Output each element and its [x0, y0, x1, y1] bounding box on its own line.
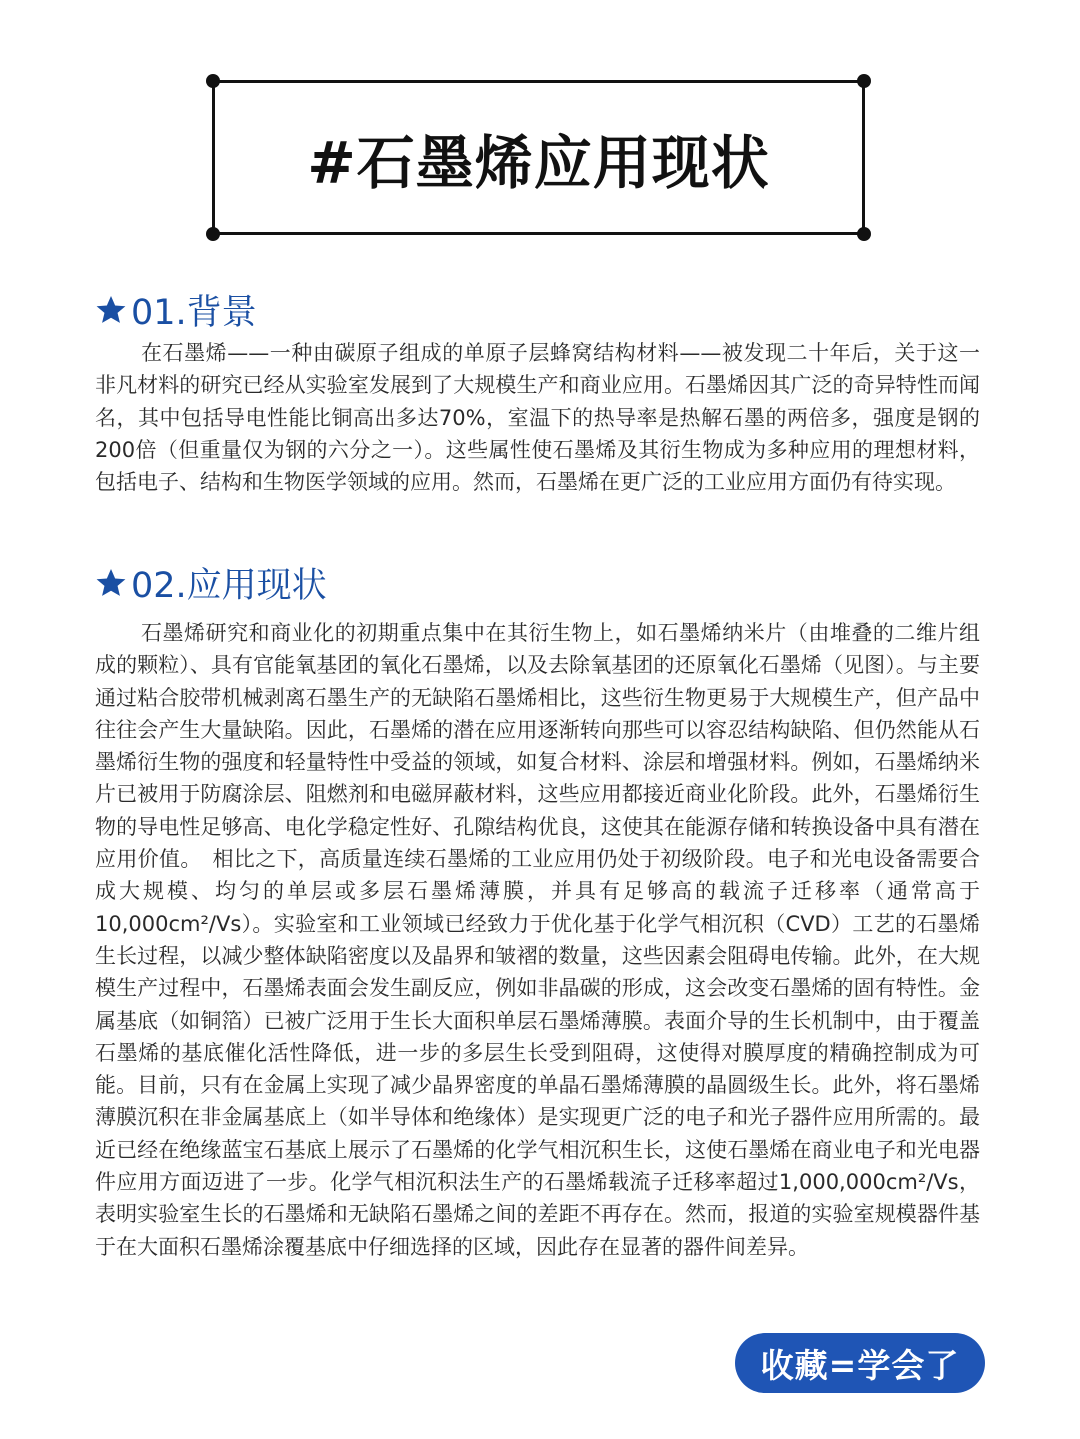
frame-corner-dot — [206, 74, 220, 88]
page-title: #石墨烯应用现状 — [307, 128, 770, 197]
star-icon — [95, 567, 127, 599]
section-body-background: 在石墨烯——一种由碳原子组成的单原子层蜂窝结构材料——被发现二十年后，关于这一非凡材料的研究已经从实验室发展到了大规模生产和商业应用。石墨烯因其广泛的奇异特性而闻名，其中包括导电性能比铜高出多达70%，室温下的热导率是热解石墨的两倍多，强度是钢的200倍（但重量仅为钢的六分之一）。这些属性使石墨烯及其衍生物成为多种应用的理想材料，包括电子、结构和生物医学领域的应用。然而，石墨烯在更广泛的工业应用方面仍有待实现。 — [95, 341, 980, 495]
frame-corner-dot — [206, 227, 220, 241]
section-heading-text: 02.应用现状 — [131, 566, 327, 606]
save-learn-button[interactable]: 收藏=学会了 — [735, 1333, 985, 1393]
frame-corner-dot — [857, 227, 871, 241]
section-body-applications: 石墨烯研究和商业化的初期重点集中在其衍生物上，如石墨烯纳米片（由堆叠的二维片组成的颗粒）、具有官能氧基团的氧化石墨烯，以及去除氧基团的还原氧化石墨烯（见图）。与主要通过粘合胶带机械剥离石墨生产的无缺陷石墨烯相比，这些衍生物更易于大规模生产，但产品中往往会产生大量缺陷。因此，石墨烯的潜在应用逐渐转向那些可以容忍结构缺陷、但仍然能从石墨烯衍生物的强度和轻量特性中受益的领域，如复合材料、涂层和增强材料。例如，石墨烯纳米片已被用于防腐涂层、阻燃剂和电磁屏蔽材料，这些应用都接近商业化阶段。此外，石墨烯衍生物的导电性足够高、电化学稳定性好、孔隙结构优良，这使其在能源存储和转换设备中具有潜在应用价值。 相比之下，高质量连续石墨烯的工业应用仍处于初级阶段。电子和光电设备需要合成大规模、均匀的单层或多层石墨烯薄膜，并具有足够高的载流子迁移率（通常高于10,000cm²/Vs）。实验室和工业领域已经致力于优化基于化学气相沉积（CVD）工艺的石墨烯生长过程，以减少整体缺陷密度以及晶界和皱褶的数量，这些因素会阻碍电传输。此外，在大规模生产过程中，石墨烯表面会发生副反应，例如非晶碳的形成，这会改变石墨烯的固有特性。金属基底（如铜箔）已被广泛用于生长大面积单层石墨烯薄膜。表面介导的生长机制中，由于覆盖石墨烯的基底催化活性降低，进一步的多层生长受到阻碍，这使得对膜厚度的精确控制成为可能。目前，只有在金属上实现了减少晶界密度的单晶石墨烯薄膜的晶圆级生长。此外，将石墨烯薄膜沉积在非金属基底上（如半导体和绝缘体）是实现更广泛的电子和光子器件应用所需的。最近已经在绝缘蓝宝石基底上展示了石墨烯的化学气相沉积生长，这使石墨烯在商业电子和光电器件应用方面迈进了一步。化学气相沉积法生产的石墨烯载流子迁移率超过1,000,000cm²/Vs，表明实验室生长的石墨烯和无缺陷石墨烯之间的差距不再存在。然而，报道的实验室规模器件基于在大面积石墨烯涂覆基底中仔细选择的区域，因此存在显著的器件间差异。 — [95, 621, 980, 1259]
title-frame — [212, 80, 865, 235]
section-heading-text: 01.背景 — [131, 293, 257, 333]
section-heading-background — [95, 285, 257, 335]
section-heading-applications — [95, 558, 327, 608]
frame-corner-dot — [857, 74, 871, 88]
star-icon — [95, 294, 127, 326]
